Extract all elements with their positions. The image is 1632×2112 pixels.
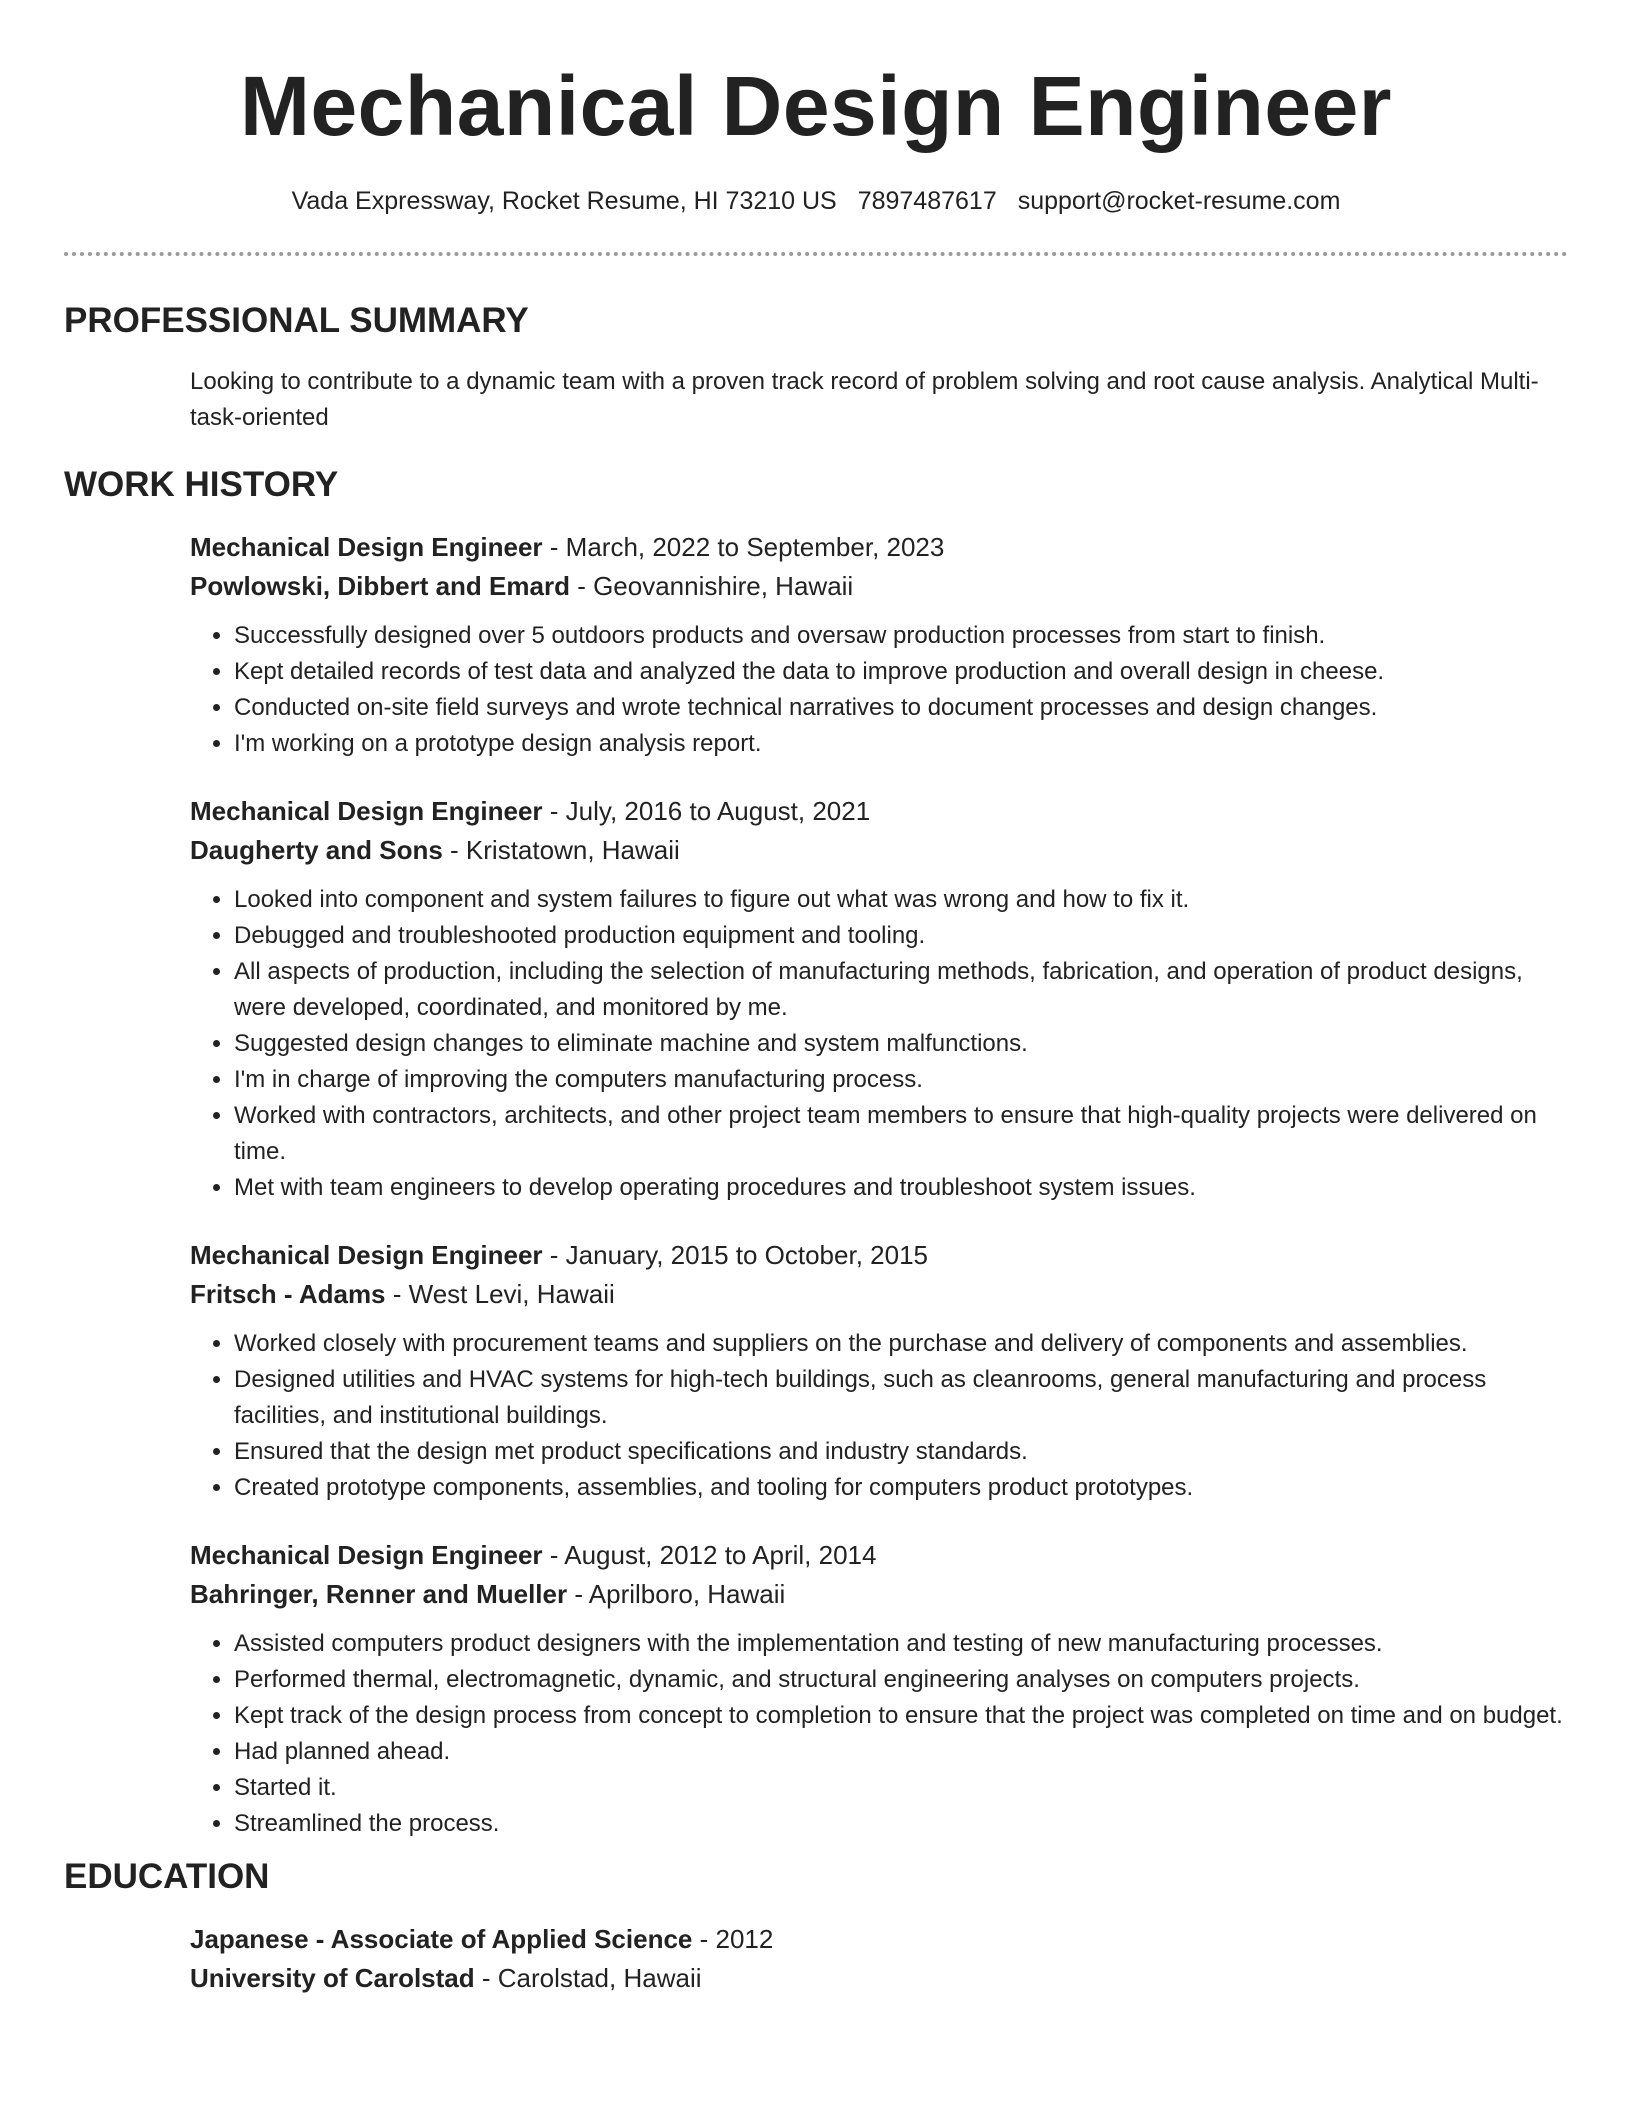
job-title-line bbox=[190, 1536, 1568, 1575]
contact-phone: 7897487617 bbox=[857, 187, 997, 215]
job-company-line bbox=[190, 1575, 1568, 1614]
job-dates: - March, 2022 to September, 2023 bbox=[542, 532, 945, 562]
contact-email: support@rocket-resume.com bbox=[1017, 187, 1341, 215]
job-bullet: • Worked with contractors, architects, and other project team members to ensure that high-quality projects were delivered on time. bbox=[234, 1098, 1568, 1170]
job-company: Powlowski, Dibbert and Emard bbox=[190, 571, 570, 601]
job-company-line bbox=[190, 567, 1568, 606]
job-location: - West Levi, Hawaii bbox=[385, 1279, 615, 1309]
header-divider bbox=[64, 252, 1568, 256]
job-bullets bbox=[190, 1626, 1568, 1842]
education-school-line bbox=[190, 1959, 1568, 1998]
job-bullet: • I'm in charge of improving the computers manufacturing process. bbox=[234, 1062, 1568, 1098]
job-role: Mechanical Design Engineer bbox=[190, 796, 543, 826]
job-bullet: • Kept track of the design process from concept to completion to ensure that the project was completed on time and on budget. bbox=[234, 1698, 1568, 1734]
job-title-line bbox=[190, 1236, 1568, 1275]
job-bullet: • Suggested design changes to eliminate machine and system malfunctions. bbox=[234, 1026, 1568, 1062]
education-section bbox=[64, 1856, 1568, 1998]
job-bullet: • Streamlined the process. bbox=[234, 1806, 1568, 1842]
job-bullet: • Debugged and troubleshooted production equipment and tooling. bbox=[234, 918, 1568, 954]
job-dates: - August, 2012 to April, 2014 bbox=[542, 1540, 877, 1570]
job-bullet: • I'm working on a prototype design analysis report. bbox=[234, 726, 1568, 762]
job-location: - Geovannishire, Hawaii bbox=[569, 571, 854, 601]
summary-text: Looking to contribute to a dynamic team with a proven track record of problem solving and root cause analysis. Analytical Multi-task-oriented bbox=[190, 368, 1539, 431]
candidate-name: Mechanical Design Engineer bbox=[239, 59, 1392, 153]
job-bullets bbox=[190, 618, 1568, 762]
job-bullet: • Started it. bbox=[234, 1770, 1568, 1806]
contact-address: Vada Expressway, Rocket Resume, HI 73210 US bbox=[291, 187, 837, 215]
resume-header bbox=[64, 0, 1568, 218]
job-title-line bbox=[190, 528, 1568, 567]
job-bullet: • Designed utilities and HVAC systems for high-tech buildings, such as cleanrooms, general manufacturing and process facilities, and institutional buildings. bbox=[234, 1362, 1568, 1434]
education-year: - 2012 bbox=[692, 1924, 774, 1954]
job-company: Bahringer, Renner and Mueller bbox=[190, 1579, 568, 1609]
job-bullet: • Had planned ahead. bbox=[234, 1734, 1568, 1770]
job-bullet: • Performed thermal, electromagnetic, dynamic, and structural engineering analyses on computers projects. bbox=[234, 1662, 1568, 1698]
job-company-line bbox=[190, 831, 1568, 870]
job-role: Mechanical Design Engineer bbox=[190, 1540, 543, 1570]
education-degree-line bbox=[190, 1920, 1568, 1959]
job-bullets bbox=[190, 1326, 1568, 1506]
education-degree: Japanese - Associate of Applied Science bbox=[190, 1924, 693, 1954]
job-dates: - July, 2016 to August, 2021 bbox=[542, 796, 871, 826]
job-bullet: • Worked closely with procurement teams and suppliers on the purchase and delivery of components and assemblies. bbox=[234, 1326, 1568, 1362]
job-location: - Aprilboro, Hawaii bbox=[567, 1579, 786, 1609]
job-bullet: • Conducted on-site field surveys and wrote technical narratives to document processes and design changes. bbox=[234, 690, 1568, 726]
education-location: - Carolstad, Hawaii bbox=[474, 1963, 702, 1993]
job-dates: - January, 2015 to October, 2015 bbox=[542, 1240, 928, 1270]
job-role: Mechanical Design Engineer bbox=[190, 532, 543, 562]
work-history-title: WORK HISTORY bbox=[64, 465, 339, 504]
summary-title: PROFESSIONAL SUMMARY bbox=[64, 301, 529, 340]
job-bullet: • Ensured that the design met product specifications and industry standards. bbox=[234, 1434, 1568, 1470]
job-title-line bbox=[190, 792, 1568, 831]
job-entry bbox=[190, 1536, 1568, 1842]
job-bullet: • All aspects of production, including the selection of manufacturing methods, fabrication, and operation of product designs, were developed, coordinated, and monitored by me. bbox=[234, 954, 1568, 1026]
job-location: - Kristatown, Hawaii bbox=[442, 835, 680, 865]
job-company: Daugherty and Sons bbox=[190, 835, 443, 865]
job-bullet: • Successfully designed over 5 outdoors products and oversaw production processes from start to finish. bbox=[234, 618, 1568, 654]
education-title: EDUCATION bbox=[64, 1857, 270, 1896]
job-bullet: • Kept detailed records of test data and analyzed the data to improve production and overall design in cheese. bbox=[234, 654, 1568, 690]
job-entry bbox=[190, 528, 1568, 762]
job-bullets bbox=[190, 882, 1568, 1206]
job-entry bbox=[190, 1236, 1568, 1506]
job-entry bbox=[190, 792, 1568, 1206]
education-school: University of Carolstad bbox=[190, 1963, 475, 1993]
job-bullet: • Looked into component and system failures to figure out what was wrong and how to fix it. bbox=[234, 882, 1568, 918]
job-role: Mechanical Design Engineer bbox=[190, 1240, 543, 1270]
contact-line bbox=[64, 184, 1568, 218]
job-bullet: • Met with team engineers to develop operating procedures and troubleshoot system issues. bbox=[234, 1170, 1568, 1206]
job-company: Fritsch - Adams bbox=[190, 1279, 386, 1309]
job-company-line bbox=[190, 1275, 1568, 1314]
work-history-section bbox=[64, 464, 1568, 1842]
job-bullet: • Assisted computers product designers with the implementation and testing of new manufacturing processes. bbox=[234, 1626, 1568, 1662]
summary-section bbox=[64, 300, 1568, 436]
job-bullet: • Created prototype components, assemblies, and tooling for computers product prototypes. bbox=[234, 1470, 1568, 1506]
